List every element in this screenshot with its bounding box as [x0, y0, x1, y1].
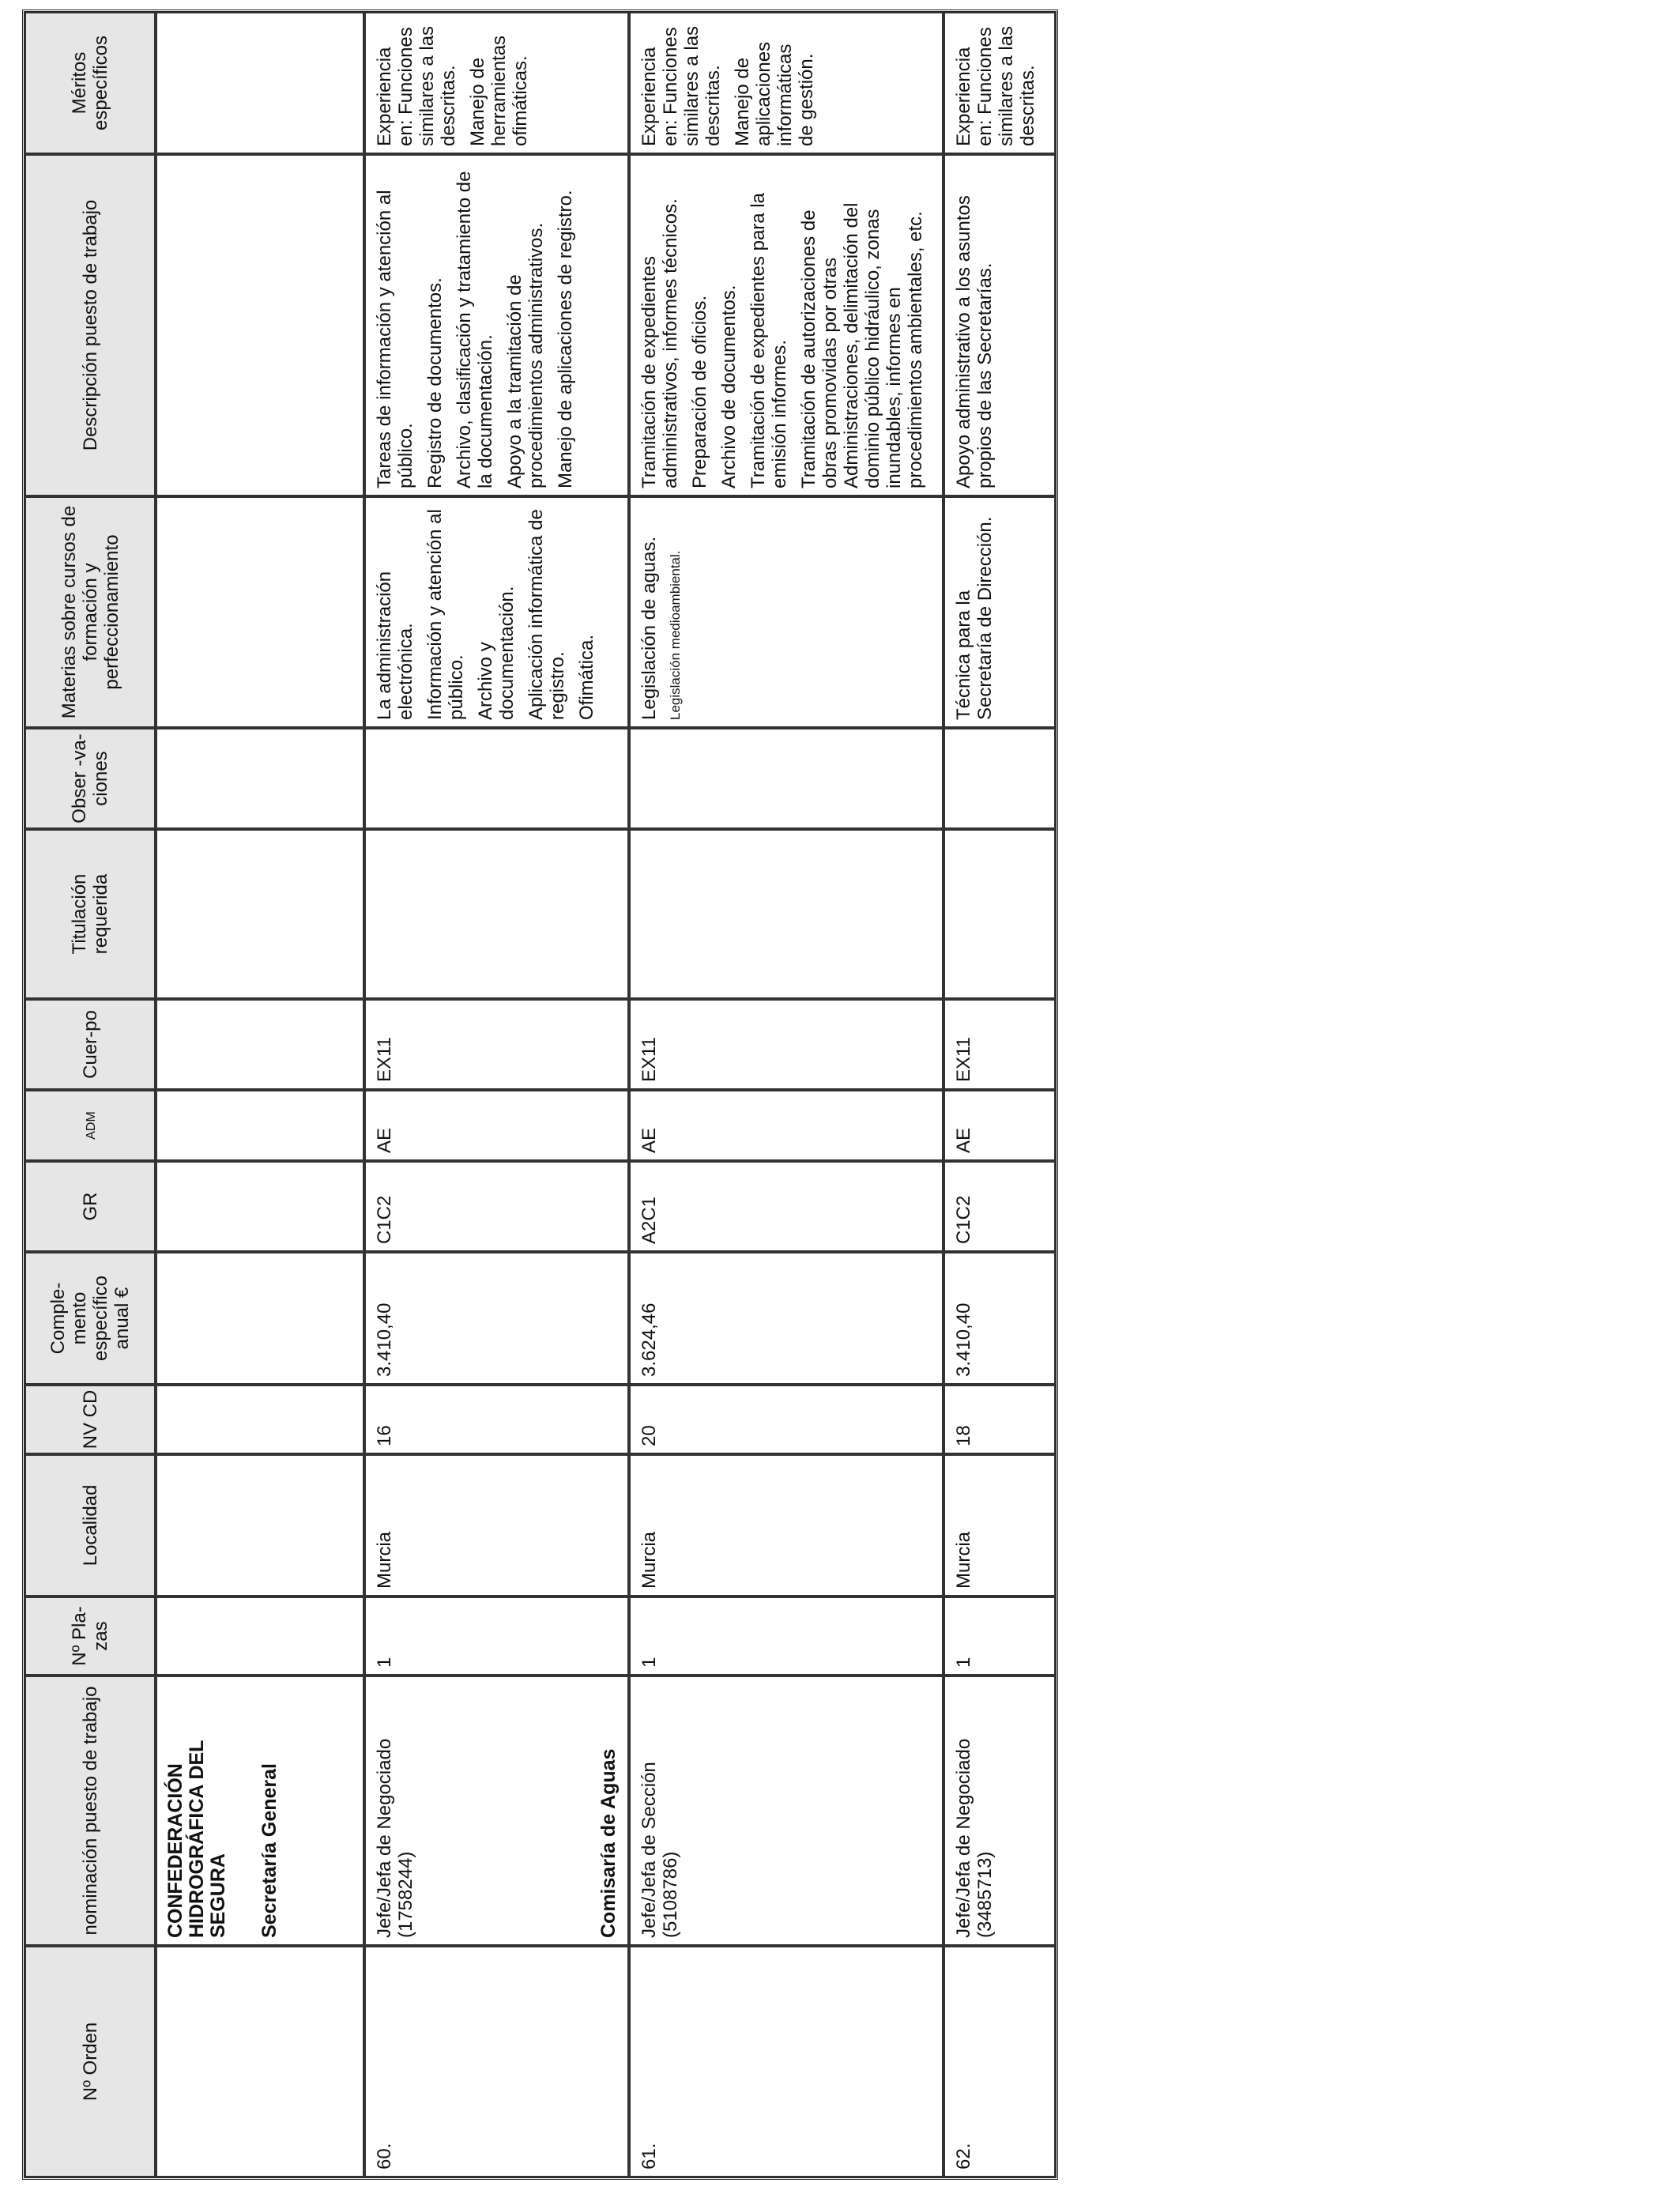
cell-titulacion [944, 829, 1056, 999]
cell-empty [156, 1596, 364, 1676]
cell-materias [944, 496, 1056, 728]
cell-adm: AE [629, 1090, 944, 1161]
cell-empty [156, 728, 364, 829]
cell-grupo: A2C1 [629, 1161, 944, 1252]
cell-adm: AE [364, 1090, 629, 1161]
cell-empty [156, 999, 364, 1090]
descripcion-item: Registro de documentos. [424, 277, 446, 488]
cell-empty [156, 829, 364, 999]
cell-empty [156, 496, 364, 728]
materia-item: Información y atención al público. [424, 509, 467, 720]
header-cuerpo: Cuer-po [24, 999, 156, 1090]
header-plazas: Nº Pla-zas [24, 1596, 156, 1676]
descripcion-item: Archivo de documentos. [718, 285, 740, 488]
cell-denominacion [364, 1676, 629, 1946]
header-titulacion: Titulación requerida [24, 829, 156, 999]
cell-nivel: 16 [364, 1385, 629, 1454]
materia-item: Legislación de aguas. [638, 536, 660, 720]
cell-orden: 60. [364, 1946, 629, 2177]
cell-denominacion: Jefe/Jefa de Negociado (3485713) [944, 1676, 1056, 1946]
cell-empty [156, 1946, 364, 2177]
cell-complemento: 3.410,40 [944, 1252, 1056, 1385]
descripcion-item: Tramitación de expedientes para la emisión informes. [748, 193, 790, 488]
cell-plazas: 1 [944, 1596, 1056, 1676]
header-adm [24, 1090, 156, 1161]
cell-empty [156, 1161, 364, 1252]
header-meritos: Méritos específicos [24, 12, 156, 154]
cell-cuerpo: EX11 [944, 999, 1056, 1090]
cell-descripcion [364, 154, 629, 496]
cell-descripcion [944, 154, 1056, 496]
cell-empty [156, 12, 364, 154]
descripcion-item: Apoyo administrativo a los asuntos propios de las Secretarías. [953, 195, 996, 488]
cell-cuerpo: EX11 [364, 999, 629, 1090]
cell-empty [156, 1385, 364, 1454]
unit-title-comisaria: Comisaría de Aguas [597, 1748, 620, 1938]
merito-item: Experiencia en: Funciones similares a las descritas. [638, 25, 724, 146]
descripcion-item: Manejo de aplicaciones de registro. [555, 190, 576, 488]
cell-observaciones [629, 728, 944, 829]
materia-item: Archivo y documentación. [475, 586, 518, 720]
cell-orden: 61. [629, 1946, 944, 2177]
merito-item: Manejo de aplicaciones informáticas de gestión. [732, 41, 817, 146]
cell-complemento: 3.624,46 [629, 1252, 944, 1385]
cell-empty [156, 154, 364, 496]
cell-localidad: Murcia [629, 1454, 944, 1596]
header-denominacion: nominación puesto de trabajo [24, 1676, 156, 1946]
descripcion-item: Archivo, clasificación y tratamiento de la documentación. [454, 171, 496, 488]
cell-orden: 62. [944, 1946, 1056, 2177]
cell-empty [156, 1090, 364, 1161]
header-grupo: GR [24, 1161, 156, 1252]
materia-item: Técnica para la Secretaría de Dirección. [953, 516, 996, 720]
organization-title: CONFEDERACIÓN HIDROGRÁFICA DEL SEGURA [164, 1740, 229, 1938]
cell-titulacion [364, 829, 629, 999]
descripcion-item: Tareas de información y atención al público. [374, 190, 416, 488]
header-row [24, 12, 156, 2177]
rotated-page [11, 0, 1388, 2194]
header-complemento: Comple-mento específico anual € [24, 1252, 156, 1385]
cell-meritos [944, 12, 1056, 154]
cell-empty [156, 1252, 364, 1385]
merito-item: Manejo de herramientas ofimáticas. [467, 35, 531, 146]
unit-title-secretaria: Secretaría General [258, 1763, 281, 1938]
materia-item: Legislación medioambiental. [668, 550, 683, 720]
cell-organization [156, 1676, 364, 1946]
cell-observaciones [364, 728, 629, 829]
cell-meritos [364, 12, 629, 154]
cell-observaciones [944, 728, 1056, 829]
cell-grupo: C1C2 [364, 1161, 629, 1252]
header-materias: Materias sobre cursos de formación y perfeccionamiento [24, 496, 156, 728]
cell-nivel: 18 [944, 1385, 1056, 1454]
cell-localidad: Murcia [364, 1454, 629, 1596]
cell-meritos [629, 12, 944, 154]
descripcion-item: Tramitación de expedientes administrativos, informes técnicos. [638, 198, 681, 488]
cell-descripcion [629, 154, 944, 496]
materia-item: Ofimática. [576, 634, 597, 720]
merito-item: Experiencia en: Funciones similares a las descritas. [953, 25, 1038, 146]
materia-item: Aplicación informática de registro. [525, 509, 568, 720]
header-adm-label: ADM [85, 1111, 98, 1140]
denominacion-text: Jefe/Jefa de Negociado (1758244) [374, 1738, 416, 1938]
header-observaciones: Obser -va-ciones [24, 728, 156, 829]
cell-localidad: Murcia [944, 1454, 1056, 1596]
cell-complemento: 3.410,40 [364, 1252, 629, 1385]
cell-nivel: 20 [629, 1385, 944, 1454]
header-localidad: Localidad [24, 1454, 156, 1596]
materia-item: La administración electrónica. [374, 571, 416, 720]
cell-titulacion [629, 829, 944, 999]
cell-grupo: C1C2 [944, 1161, 1056, 1252]
header-orden: Nº Orden [24, 1946, 156, 2177]
header-nivel: NV CD [24, 1385, 156, 1454]
cell-denominacion: Jefe/Jefa de Sección (5108786) [629, 1676, 944, 1946]
header-descripcion: Descripción puesto de trabajo [24, 154, 156, 496]
descripcion-item: Apoyo a la tramitación de procedimientos administrativos. [504, 222, 547, 488]
table-row [944, 12, 1056, 2177]
table-row [629, 12, 944, 2177]
cell-materias [364, 496, 629, 728]
descripcion-item: Preparación de oficios. [689, 295, 710, 488]
cell-empty [156, 1454, 364, 1596]
table-row [364, 12, 629, 2177]
cell-plazas: 1 [629, 1596, 944, 1676]
cell-materias [629, 496, 944, 728]
cell-plazas: 1 [364, 1596, 629, 1676]
group-row-secretaria [156, 12, 364, 2177]
cell-adm: AE [944, 1090, 1056, 1161]
cell-cuerpo: EX11 [629, 999, 944, 1090]
positions-table [22, 9, 1058, 2180]
descripcion-item: Tramitación de autorizaciones de obras promovidas por otras Administraciones, delimitación del dominio público hidráulico, zonas inundables, informes en procedimientos ambientales, etc. [798, 202, 926, 488]
merito-item: Experiencia en: Funciones similares a las descritas. [374, 25, 459, 146]
